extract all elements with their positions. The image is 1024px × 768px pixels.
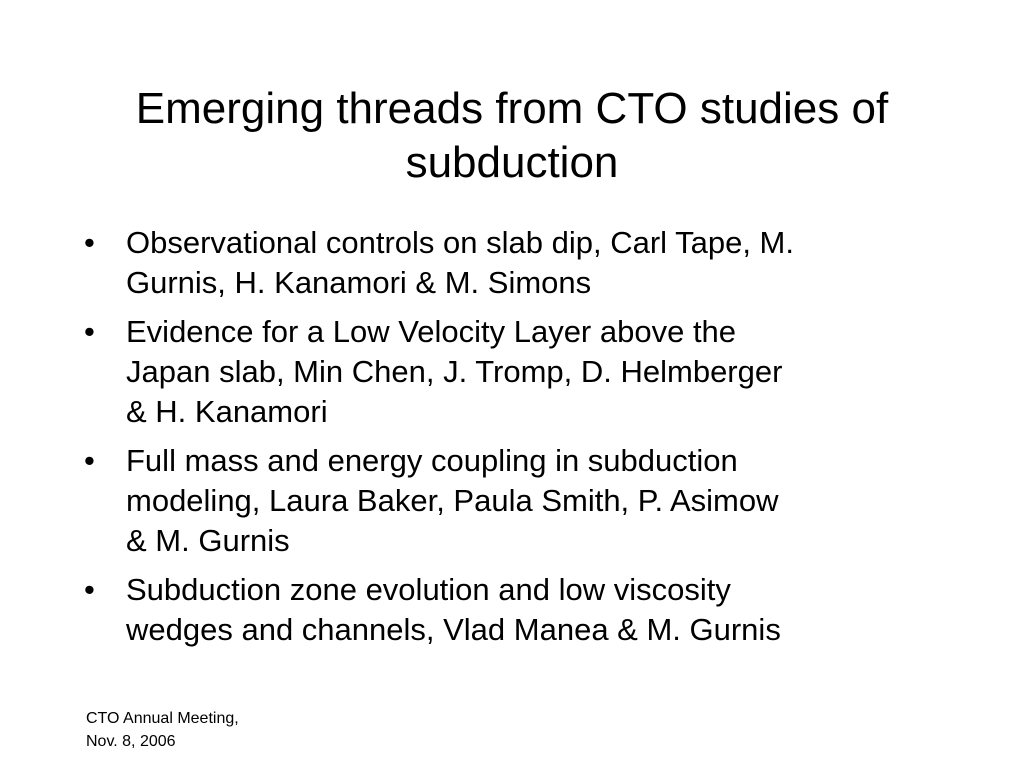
bullet-item [84,312,944,432]
bullet-text-line: wedges and channels, Vlad Manea & M. Gurnis [126,612,781,647]
bullet-list [84,223,944,659]
bullet-icon: • [84,443,95,478]
bullet-text-line: Observational controls on slab dip, Carl Tape, M. [126,225,794,260]
bullet-text-line: & M. Gurnis [126,523,290,558]
bullet-icon: • [84,225,95,260]
slide-title [60,82,964,190]
footer-meeting-text: CTO Annual Meeting, [86,710,239,727]
bullet-item [84,570,944,650]
slide-footer [86,707,239,753]
bullet-text-line: Evidence for a Low Velocity Layer above the [126,314,737,349]
bullet-text-line: Subduction zone evolution and low viscosity [126,572,731,607]
bullet-icon: • [84,572,95,607]
bullet-icon: • [84,314,95,349]
slide-title-line: Emerging threads from CTO studies of [135,84,889,133]
bullet-text-line: Gurnis, H. Kanamori & M. Simons [126,265,592,300]
slide-title-line: subduction [405,138,619,187]
footer-date-text: Nov. 8, 2006 [86,733,176,750]
bullet-text-line: Full mass and energy coupling in subduction [126,443,738,478]
bullet-item [84,441,944,561]
bullet-item [84,223,944,303]
bullet-text-line: modeling, Laura Baker, Paula Smith, P. Asimow [126,483,779,518]
bullet-text-line: & H. Kanamori [126,394,328,429]
bullet-text-line: Japan slab, Min Chen, J. Tromp, D. Helmberger [126,354,783,389]
